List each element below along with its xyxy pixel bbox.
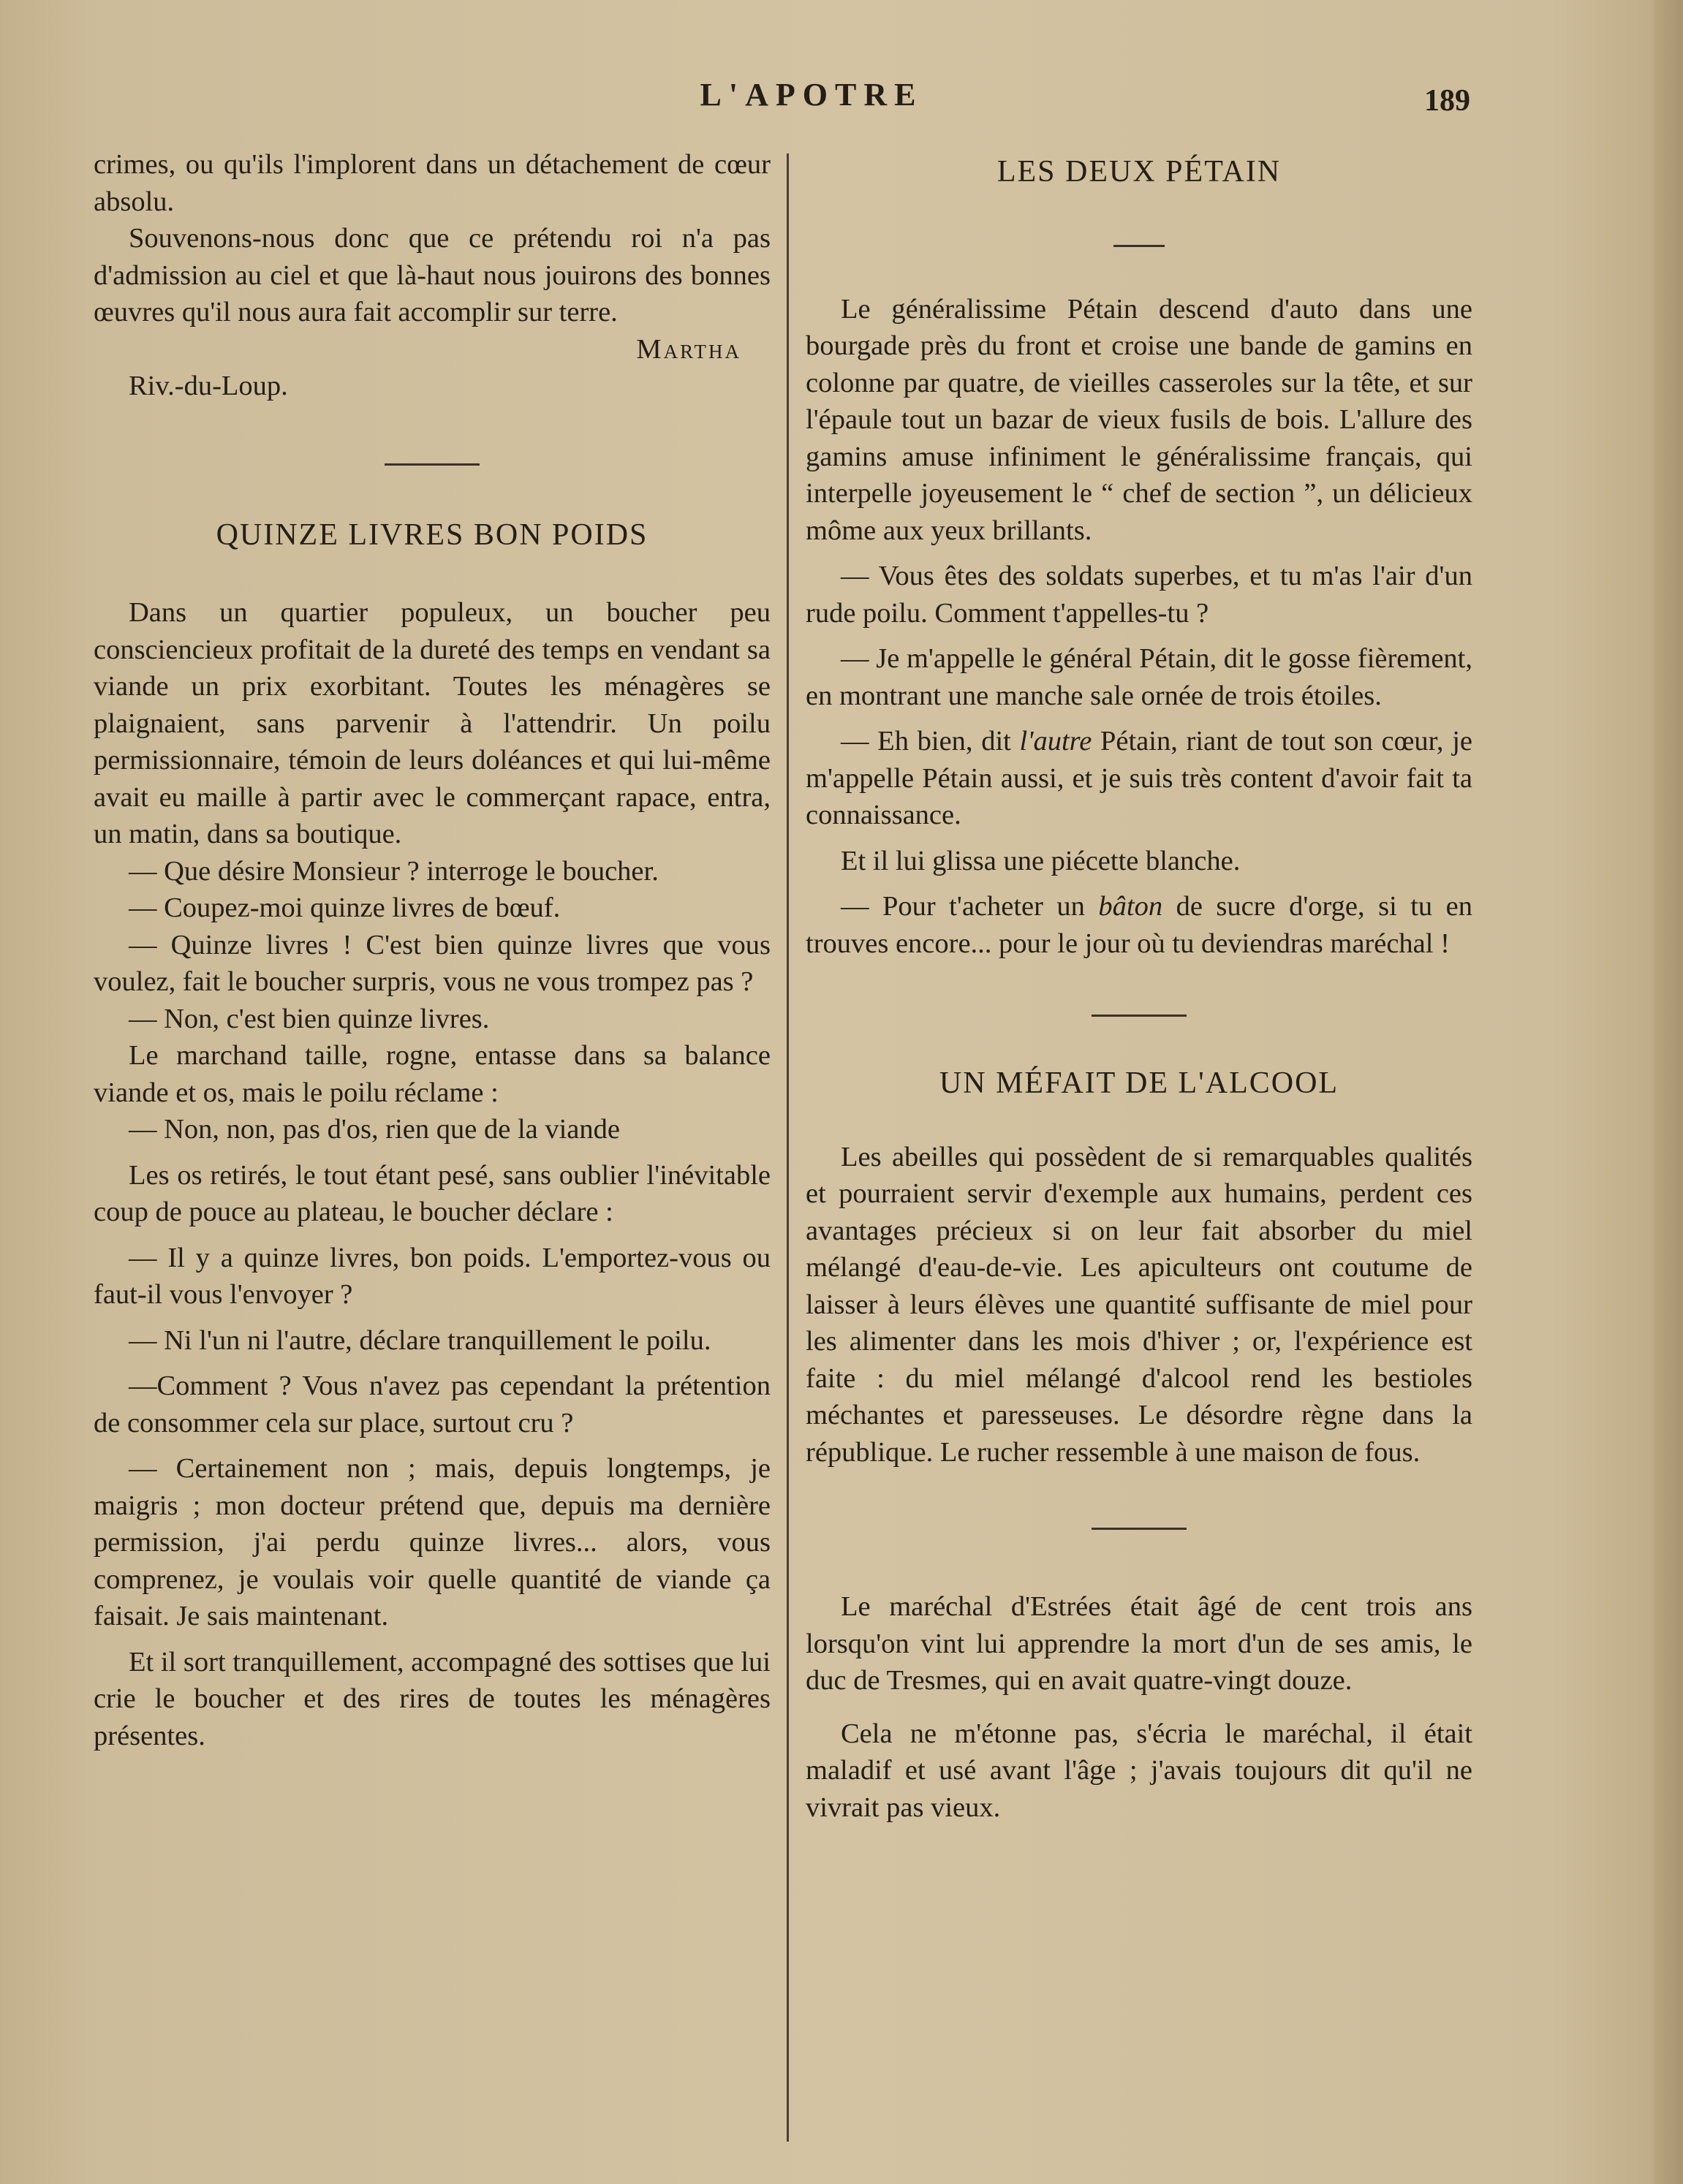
paragraph: — Certainement non ; mais, depuis longtemps, je maigris ; mon docteur prétend que, depuis ma dernière permission, j'ai perdu quinze livres... alors, vous comprenez, je voulais voir quelle quantité de viande ça faisait. Je sais maintenant.: [94, 1453, 771, 1631]
paragraph: Les abeilles qui possèdent de si remarquables qualités et pourraient servir d'exemple aux humains, perdent ces avantages précieux si on leur fait absorber du miel mélangé d'eau-de-vie. Les apiculteurs ont coutume de laisser à leurs élèves une quantité suffisante de miel pour les alimenter dans les mois d'hiver ; or, l'expérience est faite : du miel mélangé d'alcool rend les bestioles méchantes et paresseuses. Le désordre règne dans la république. Le rucher ressemble à une maison de fous.: [806, 1141, 1472, 1468]
running-head: L'APOTRE: [700, 77, 923, 113]
section-rule: [1092, 1528, 1187, 1530]
paragraph: — Que désire Monsieur ? interroge le boucher.: [129, 855, 659, 887]
article-body: [94, 594, 771, 1754]
paragraph: Le marchand taille, rogne, entasse dans sa balance viande et os, mais le poilu réclame :: [94, 1040, 771, 1108]
paragraph: — Vous êtes des soldats superbes, et tu m'as l'air d'un rude poilu. Comment t'appelles-tu ?: [806, 561, 1472, 629]
paragraph: [806, 723, 1472, 834]
article-title: UN MÉFAIT DE L'ALCOOL: [939, 1066, 1339, 1100]
paragraph: Le généralissime Pétain descend d'auto dans une bourgade près du front et croise une bande de gamins en colonne par quatre, de vieilles casseroles sur la tête, et sur l'épaule tout un bazar de vieux fusils de bois. L'allure des gamins amuse infiniment le généralissime français, qui interpelle joyeusement le “ chef de section ”, un délicieux môme aux yeux brillants.: [806, 293, 1472, 546]
continuation-paragraph: Souvenons-nous donc que ce prétendu roi n'a pas d'admission au ciel et que là-haut nous jouirons des bonnes œuvres qu'il nous aura fait accomplir sur terre.: [94, 223, 771, 327]
signature: Martha: [636, 333, 741, 365]
section-rule: [1113, 245, 1165, 247]
text-run: de sucre d'orge, si tu en trouves encore... pour le jour où tu deviendras maréchal !: [806, 891, 1472, 959]
article-body: [806, 291, 1472, 963]
paragraph: — Il y a quinze livres, bon poids. L'emportez-vous ou faut-il vous l'envoyer ?: [94, 1242, 771, 1310]
place-name: Riv.-du-Loup.: [129, 371, 288, 401]
text-run: — Eh bien, dit: [841, 726, 1020, 757]
paragraph: — Non, c'est bien quinze livres.: [129, 1003, 490, 1034]
continuation-paragraph: crimes, ou qu'ils l'implorent dans un détachement de cœur absolu.: [94, 149, 771, 217]
paragraph: —Comment ? Vous n'avez pas cependant la prétention de consommer cela sur place, surtout cru ?: [94, 1370, 771, 1438]
italic-text: l'autre: [1019, 726, 1092, 757]
text-run: — Pour t'acheter un: [841, 891, 1099, 922]
section-rule: [385, 463, 480, 466]
section-rule: [1092, 1015, 1187, 1017]
page-number: 189: [1424, 84, 1470, 118]
paragraph: [806, 888, 1472, 962]
paragraph: — Quinze livres ! C'est bien quinze livres que vous voulez, fait le boucher surpris, vous ne vous trompez pas ?: [94, 929, 771, 997]
left-column: [94, 146, 771, 1754]
page-edge: [1654, 0, 1683, 2184]
paragraph: Et il sort tranquillement, accompagné des sottises que lui crie le boucher et des rires de toutes les ménagères présentes.: [94, 1646, 771, 1751]
paragraph: Dans un quartier populeux, un boucher peu consciencieux profitait de la dureté des temps en vendant sa viande un prix exorbitant. Toutes les ménagères se plaignaient, sans parvenir à l'attendrir. Un poilu permissionnaire, témoin de leurs doléances et qui lui-même avait eu maille à partir avec le commerçant rapace, entra, un matin, dans sa boutique.: [94, 597, 771, 849]
paragraph: — Non, non, pas d'os, rien que de la viande: [129, 1114, 620, 1145]
paragraph: Cela ne m'étonne pas, s'écria le maréchal, il était maladif et usé avant l'âge ; j'avais toujours dit qu'il ne vivrait pas vieux.: [806, 1718, 1472, 1823]
text-run: Pétain, riant de tout son cœur, je m'appelle Pétain aussi, et je suis très content d'avoir fait ta connaissance.: [806, 726, 1472, 830]
article-body: [806, 1588, 1472, 1826]
right-column: [806, 153, 1472, 1826]
article-title: QUINZE LIVRES BON POIDS: [216, 517, 648, 552]
paragraph: Le maréchal d'Estrées était âgé de cent trois ans lorsqu'on vint lui apprendre la mort d'un de ses amis, le duc de Tresmes, qui en avait quatre-vingt douze.: [806, 1591, 1472, 1696]
article-title: LES DEUX PÉTAIN: [996, 155, 1282, 189]
paragraph: — Coupez-moi quinze livres de bœuf.: [129, 892, 561, 923]
italic-text: bâton: [1098, 891, 1163, 922]
article-body: [806, 1139, 1472, 1471]
paragraph: Et il lui glissa une piécette blanche.: [841, 845, 1241, 876]
paragraph: — Je m'appelle le général Pétain, dit le gosse fièrement, en montrant une manche sale ornée de trois étoiles.: [806, 643, 1472, 711]
paragraph: — Ni l'un ni l'autre, déclare tranquillement le poilu.: [129, 1324, 711, 1356]
paragraph: Les os retirés, le tout étant pesé, sans oublier l'inévitable coup de pouce au plateau, le boucher déclare :: [94, 1159, 771, 1227]
column-divider: [787, 153, 789, 2142]
